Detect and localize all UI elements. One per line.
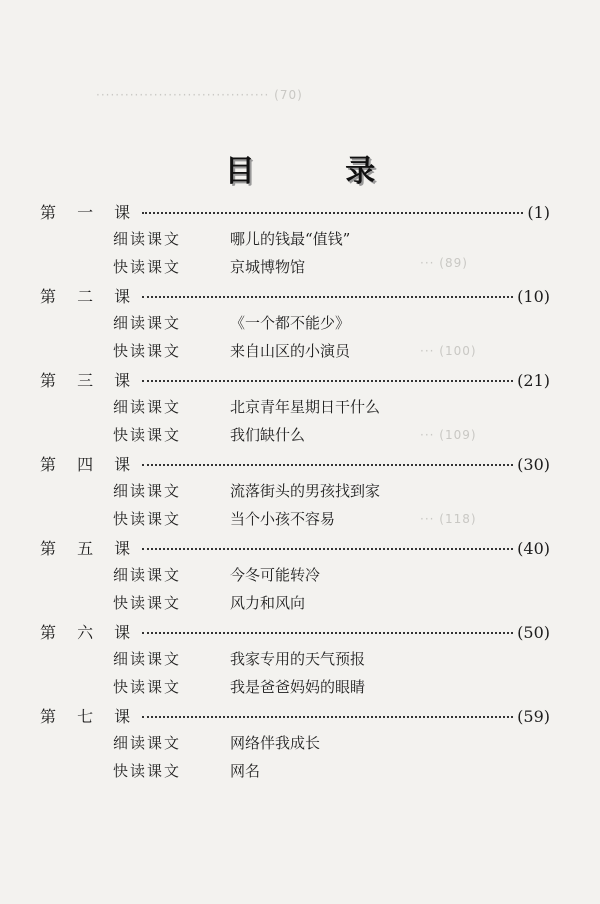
toc-lesson-row <box>40 284 550 312</box>
entry-type-label: 快读课文 <box>113 426 182 444</box>
bleed-through-mark: ··· (89) <box>420 256 468 270</box>
entry-type-label: 快读课文 <box>113 594 182 612</box>
entry-title: 我家专用的天气预报 <box>230 650 366 668</box>
entry-type-label: 快读课文 <box>113 678 182 696</box>
toc-entry-row <box>40 424 550 452</box>
entry-type-label: 细读课文 <box>113 650 182 668</box>
entry-title: 我是爸爸妈妈的眼睛 <box>230 678 366 696</box>
dot-leader <box>142 464 513 466</box>
lesson-page-number: (1) <box>527 203 550 222</box>
toc-lesson-row <box>40 368 550 396</box>
lesson-label: 第 二 课 <box>40 287 139 306</box>
entry-title: 流落街头的男孩找到家 <box>230 482 381 500</box>
entry-title: 哪儿的钱最“值钱” <box>230 230 351 248</box>
lesson-page-number: (59) <box>517 707 550 726</box>
entry-title: 北京青年星期日干什么 <box>230 398 381 416</box>
toc-entry-row <box>40 508 550 536</box>
entry-type-label: 细读课文 <box>113 734 182 752</box>
bleed-through-mark: ··· (118) <box>420 512 477 526</box>
lesson-label: 第 五 课 <box>40 539 139 558</box>
entry-type-label: 细读课文 <box>113 482 182 500</box>
lesson-page-number: (21) <box>517 371 550 390</box>
entry-title: 今冬可能转冷 <box>230 566 321 584</box>
toc-lesson-row <box>40 200 550 228</box>
entry-title: 《一个都不能少》 <box>230 314 351 332</box>
dot-leader <box>142 548 513 550</box>
toc-entry-row <box>40 760 550 788</box>
entry-type-label: 细读课文 <box>113 398 182 416</box>
toc-entry-row <box>40 256 550 284</box>
lesson-label: 第 七 课 <box>40 707 139 726</box>
entry-title: 当个小孩不容易 <box>230 510 336 528</box>
toc-lesson-row <box>40 452 550 480</box>
lesson-page-number: (30) <box>517 455 550 474</box>
dot-leader <box>142 380 513 382</box>
bleed-through-mark: ··· (100) <box>420 344 477 358</box>
toc-entry-row <box>40 592 550 620</box>
toc-lesson-row <box>40 704 550 732</box>
toc-entry-row <box>40 228 550 256</box>
lesson-page-number: (50) <box>517 623 550 642</box>
bleed-through-mark: ···································· (70) <box>96 88 303 102</box>
toc-entry-row <box>40 480 550 508</box>
dot-leader <box>142 296 513 298</box>
toc-entry-row <box>40 648 550 676</box>
lesson-label: 第 六 课 <box>40 623 139 642</box>
entry-type-label: 细读课文 <box>113 566 182 584</box>
dot-leader <box>142 212 523 214</box>
entry-type-label: 细读课文 <box>113 314 182 332</box>
entry-title: 京城博物馆 <box>230 258 306 276</box>
toc-lesson-row <box>40 620 550 648</box>
entry-type-label: 细读课文 <box>113 230 182 248</box>
toc-entry-row <box>40 312 550 340</box>
toc-entry-row <box>40 676 550 704</box>
entry-type-label: 快读课文 <box>113 762 182 780</box>
entry-title: 风力和风向 <box>230 594 306 612</box>
lesson-label: 第 三 课 <box>40 371 139 390</box>
lesson-page-number: (40) <box>517 539 550 558</box>
entry-title: 我们缺什么 <box>230 426 306 444</box>
lesson-page-number: (10) <box>517 287 550 306</box>
entry-title: 来自山区的小演员 <box>230 342 351 360</box>
dot-leader <box>142 632 513 634</box>
bleed-through-mark: ··· (109) <box>420 428 477 442</box>
lesson-label: 第 四 课 <box>40 455 139 474</box>
entry-title: 网络伴我成长 <box>230 734 321 752</box>
toc-entry-row <box>40 340 550 368</box>
toc-entry-row <box>40 564 550 592</box>
dot-leader <box>142 716 513 718</box>
table-of-contents <box>40 200 550 788</box>
page-title: 目 录 <box>224 154 416 189</box>
toc-lesson-row <box>40 536 550 564</box>
lesson-label: 第 一 课 <box>40 203 139 222</box>
entry-title: 网名 <box>230 762 261 780</box>
toc-entry-row <box>40 732 550 760</box>
entry-type-label: 快读课文 <box>113 258 182 276</box>
entry-type-label: 快读课文 <box>113 342 182 360</box>
entry-type-label: 快读课文 <box>113 510 182 528</box>
toc-entry-row <box>40 396 550 424</box>
